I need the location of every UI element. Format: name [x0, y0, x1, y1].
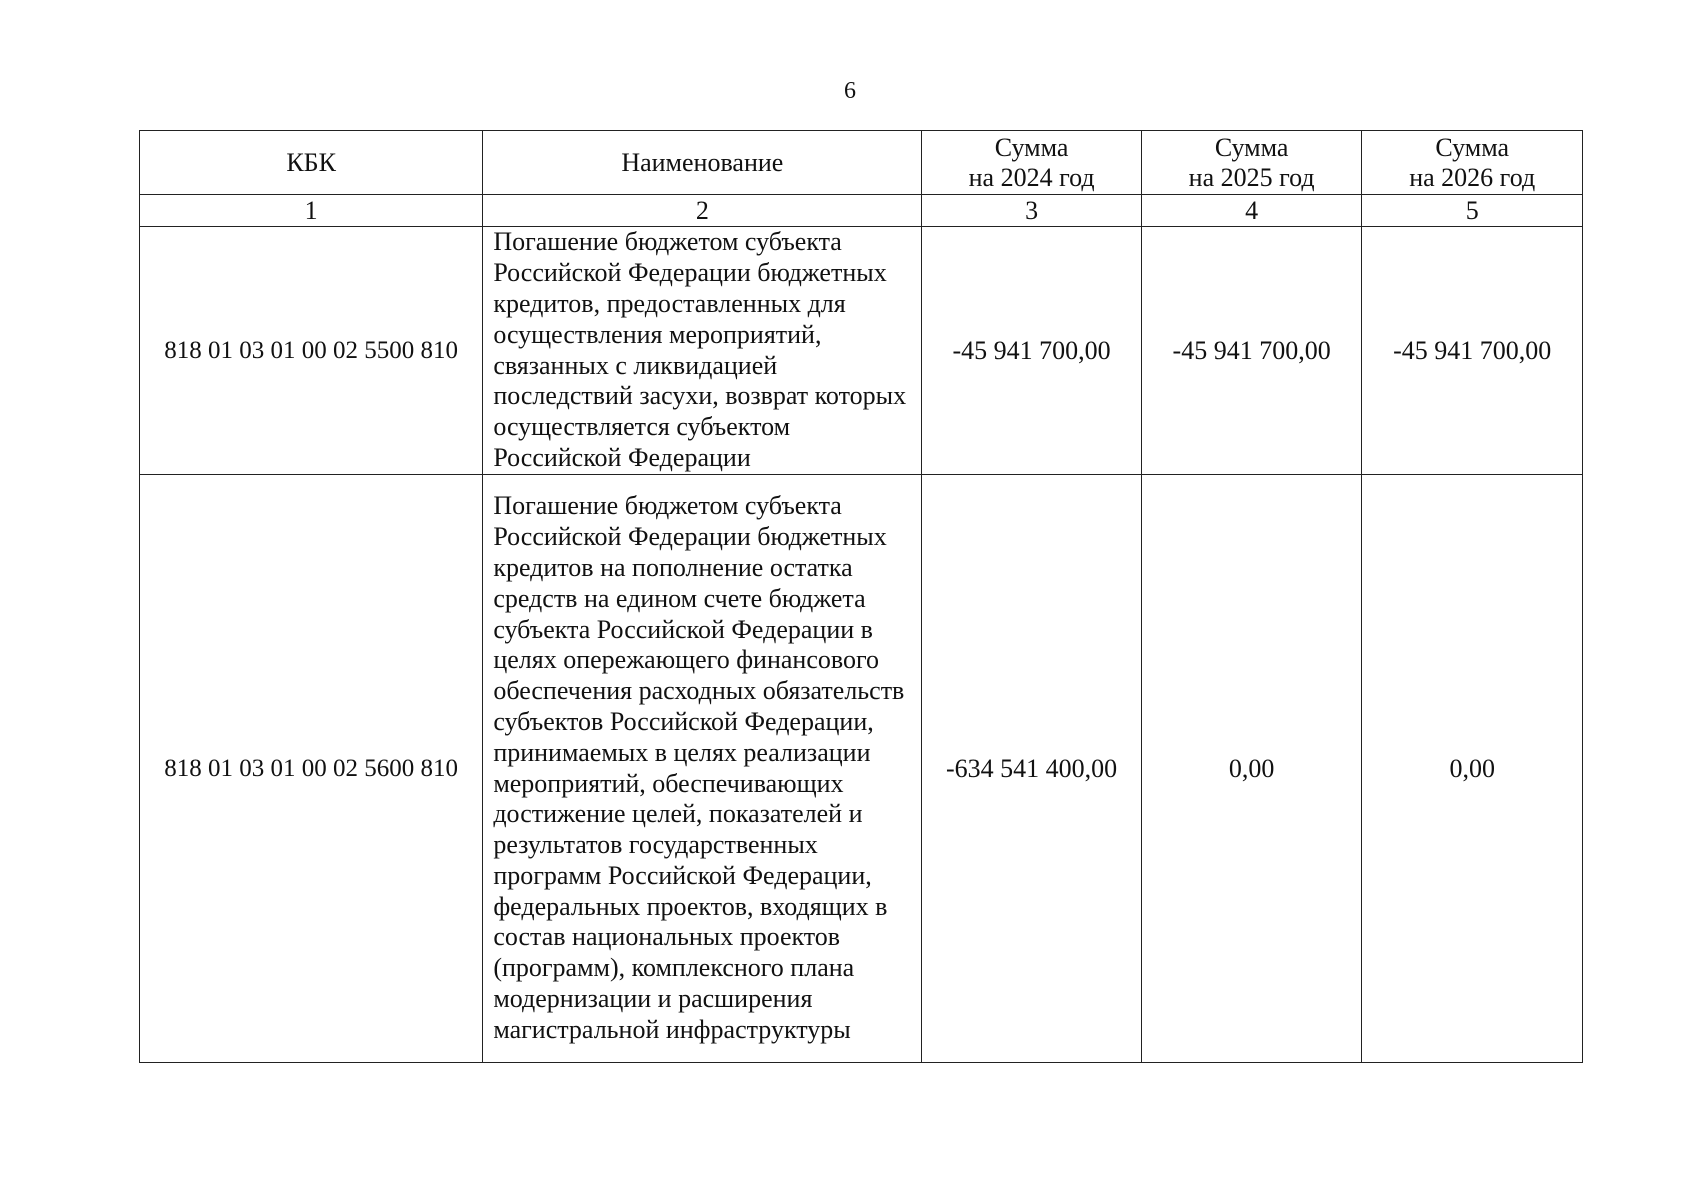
header-amount-2024	[922, 131, 1142, 195]
table-row	[140, 475, 1583, 1063]
column-number: 5	[1362, 195, 1583, 227]
header-amount-2026-line2: на 2026 год	[1409, 162, 1536, 192]
header-amount-2025	[1141, 131, 1362, 195]
header-amount-2026-line1: Сумма	[1435, 132, 1510, 162]
amount-2024-cell: -634 541 400,00	[922, 475, 1142, 1063]
header-name-label: Наименование	[621, 147, 784, 177]
budget-table	[139, 130, 1583, 1063]
header-amount-2024-line2: на 2024 год	[968, 162, 1095, 192]
kbk-cell: 818 01 03 01 00 02 5500 810	[140, 227, 483, 475]
column-number-row	[140, 195, 1583, 227]
column-number: 1	[140, 195, 483, 227]
amount-2026-cell: 0,00	[1362, 475, 1583, 1063]
header-amount-2024-line1: Сумма	[994, 132, 1069, 162]
column-number: 2	[483, 195, 922, 227]
amount-2025-cell: -45 941 700,00	[1141, 227, 1362, 475]
amount-2026-cell: -45 941 700,00	[1362, 227, 1583, 475]
name-cell: Погашение бюджетом субъекта Российской Федерации бюджетных кредитов на пополнение остатка средств на едином счете бюджета субъекта Российской Федерации в целях опережающего финансового обеспечения расходных обязательств субъектов Российской Федерации, принимаемых в целях реализации мероприятий, обеспечивающих достижение целей, показателей и результатов государственных программ Российской Федерации, федеральных проектов, входящих в состав национальных проектов (программ), комплексного плана модернизации и расширения магистральной инфраструктуры	[483, 475, 922, 1063]
page-number: 6	[844, 78, 856, 104]
amount-2024-cell: -45 941 700,00	[922, 227, 1142, 475]
header-kbk-label: КБК	[286, 147, 336, 177]
header-amount-2026	[1362, 131, 1583, 195]
header-amount-2025-line1: Сумма	[1214, 132, 1289, 162]
header-row	[140, 131, 1583, 195]
amount-2025-cell: 0,00	[1141, 475, 1362, 1063]
name-cell: Погашение бюджетом субъекта Российской Федерации бюджетных кредитов, предоставленных для осуществления мероприятий, связанных с ликвидацией последствий засухи, возврат которых осуществляется субъектом Российской Федерации	[483, 227, 922, 475]
header-kbk	[140, 131, 483, 195]
column-number: 4	[1141, 195, 1362, 227]
column-number: 3	[922, 195, 1142, 227]
header-name	[483, 131, 922, 195]
kbk-cell: 818 01 03 01 00 02 5600 810	[140, 475, 483, 1063]
table-row	[140, 227, 1583, 475]
header-amount-2025-line2: на 2025 год	[1188, 162, 1315, 192]
